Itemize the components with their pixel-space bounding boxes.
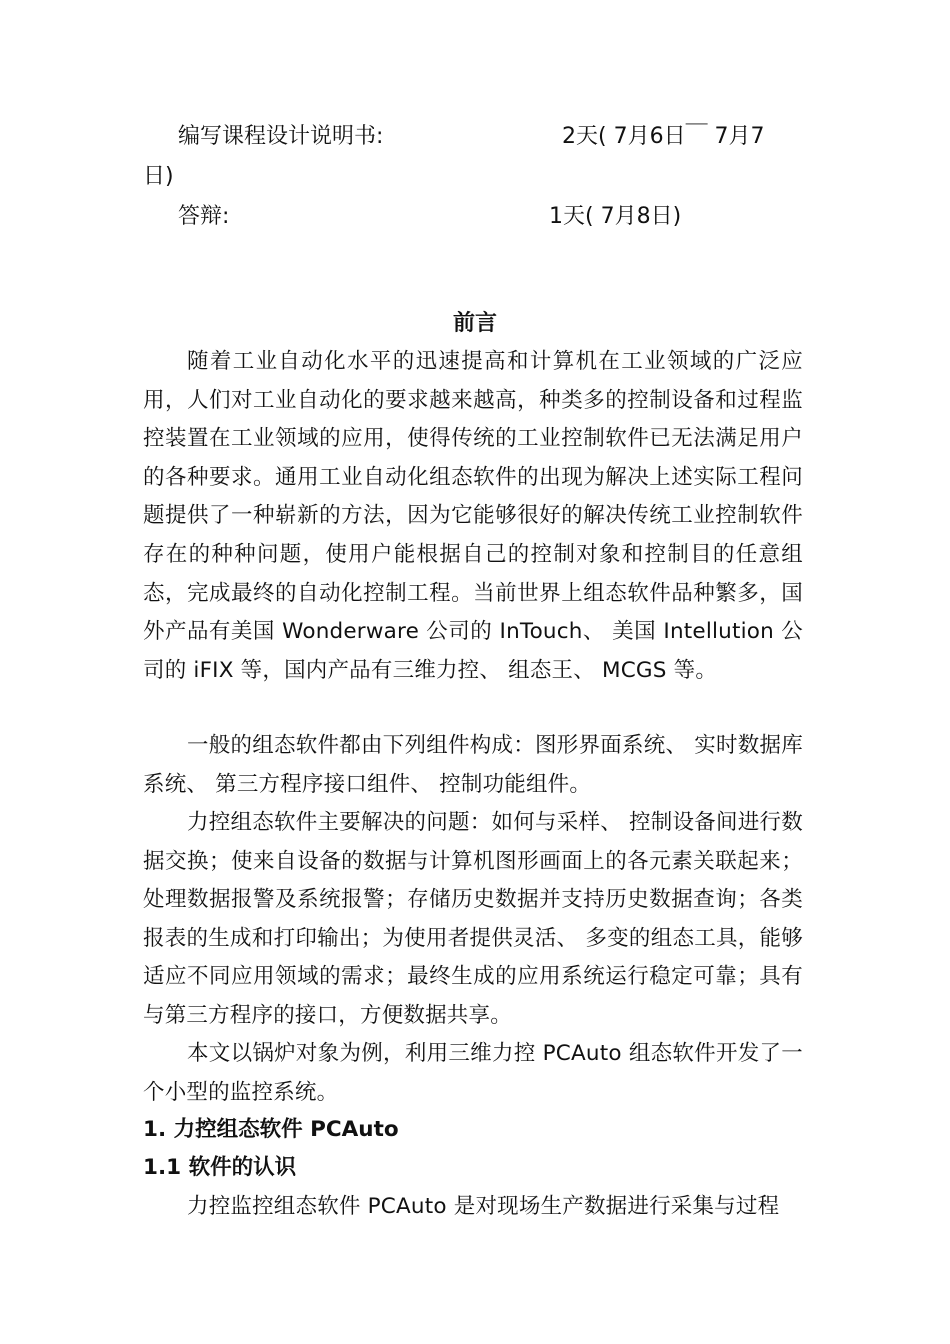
paragraph-4: 本文以锅炉对象为例，利用三维力控 PCAuto 组态软件开发了一个小型的监控系统。 [143, 1041, 803, 1105]
schedule-value-writing-wrap: 日) [143, 164, 174, 189]
schedule-value-defense: 1天( 7月8日) [549, 204, 682, 229]
heading-section-1: 1. 力控组态软件 PCAuto [143, 1117, 399, 1142]
paragraph-2: 一般的组态软件都由下列组件构成：图形界面系统、 实时数据库系统、 第三方程序接口组件、 控制功能组件。 [143, 733, 803, 797]
paragraph-5: 力控监控组态软件 PCAuto 是对现场生产数据进行采集与过程 [187, 1194, 780, 1219]
preface-title: 前言 [452, 311, 497, 336]
paragraph-3: 力控组态软件主要解决的问题：如何与采样、 控制设备间进行数据交换；使来自设备的数据与计算机图形画面上的各元素关联起来；处理数据报警及系统报警；存储历史数据并支持历史数据查询；各类报表的生成和打印输出；为使用者提供灵活、 多变的组态工具，能够适应不同应用领域的需求；最终生成的应用系统运行稳定可靠；具有与第三方程序的接口，方便数据共享。 [143, 810, 803, 1028]
schedule-label-defense: 答辩: [178, 204, 230, 229]
schedule-label-writing: 编写课程设计说明书: [178, 124, 384, 149]
schedule-value-writing: 2天( 7月6日￣ 7月7 [562, 124, 765, 149]
heading-section-1-1: 1.1 软件的认识 [143, 1155, 297, 1180]
paragraph-1: 随着工业自动化水平的迅速提高和计算机在工业领域的广泛应用，人们对工业自动化的要求越来越高，种类多的控制设备和过程监控装置在工业领域的应用，使得传统的工业控制软件已无法满足用户的各种要求。通用工业自动化组态软件的出现为解决上述实际工程问题提供了一种崭新的方法，因为它能够很好的解决传统工业控制软件存在的种种问题，使用户能根据自己的控制对象和控制目的任意组态，完成最终的自动化控制工程。当前世界上组态软件品种繁多，国外产品有美国 Wonderware 公司的 InTouch、 美国 Intellution 公司的 iFIX 等，国内产品有三维力控、 组态王、 MCGS 等。 [143, 349, 803, 683]
